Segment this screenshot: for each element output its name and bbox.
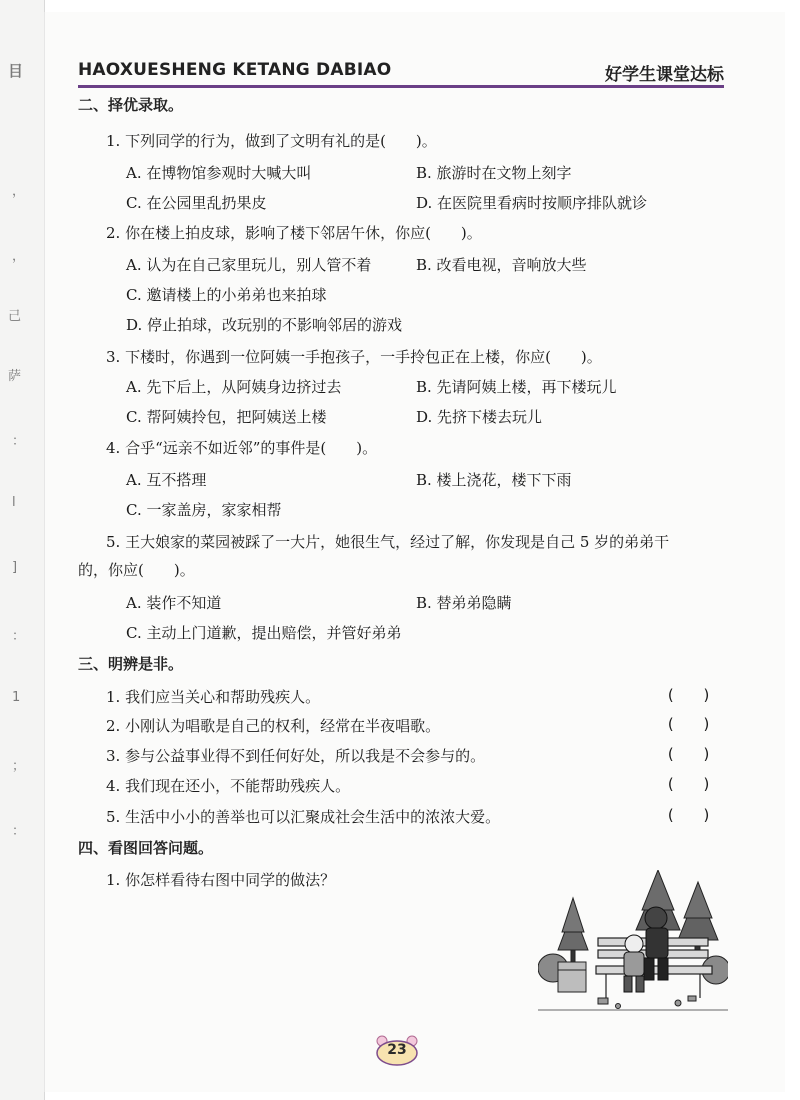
section-title: 二、择优录取。 bbox=[78, 96, 184, 114]
answer-blank[interactable]: ( ) bbox=[666, 686, 712, 704]
header-pinyin-title: HAOXUESHENG KETANG DABIAO bbox=[78, 60, 392, 80]
answer-option: C. 一家盖房，家家相帮 bbox=[126, 501, 282, 519]
student-figure-icon bbox=[624, 935, 644, 992]
true-false-statement: 3. 参与公益事业得不到任何好处，所以我是不会参与的。 bbox=[106, 747, 486, 765]
answer-option: D. 先挤下楼去玩儿 bbox=[416, 408, 543, 426]
gutter-mark: 己 bbox=[8, 309, 22, 324]
question-stem: 1. 你怎样看待右图中同学的做法？ bbox=[106, 871, 336, 889]
trash-bin-icon bbox=[558, 962, 586, 992]
header-chinese-title: 好学生课堂达标 bbox=[605, 65, 724, 85]
answer-option: A. 认为在自己家里玩儿，别人管不着 bbox=[126, 256, 372, 274]
page-header bbox=[78, 58, 724, 86]
answer-blank[interactable]: ( ) bbox=[666, 806, 712, 824]
gutter-mark: ， bbox=[12, 249, 26, 264]
header-rule bbox=[78, 85, 724, 88]
gutter-mark: ： bbox=[12, 824, 26, 839]
gutter-mark: 萨 bbox=[8, 369, 22, 384]
answer-option: D. 在医院里看病时按顺序排队就诊 bbox=[416, 194, 648, 212]
true-false-statement: 5. 生活中小小的善举也可以汇聚成社会生活中的浓浓大爱。 bbox=[106, 808, 501, 826]
answer-option: A. 先下后上，从阿姨身边挤过去 bbox=[126, 378, 342, 396]
left-page-edge bbox=[0, 0, 45, 1100]
page-number-badge bbox=[372, 1033, 422, 1067]
gutter-mark: ： bbox=[12, 434, 26, 449]
answer-option: C. 在公园里乱扔果皮 bbox=[126, 194, 267, 212]
gutter-mark: ： bbox=[12, 629, 26, 644]
answer-option: C. 帮阿姨拎包，把阿姨送上楼 bbox=[126, 408, 327, 426]
park-bench-illustration bbox=[538, 870, 728, 1020]
section-title: 四、看图回答问题。 bbox=[78, 839, 214, 857]
section-title: 三、明辨是非。 bbox=[78, 655, 184, 673]
answer-option: B. 旅游时在文物上刻字 bbox=[416, 164, 572, 182]
gutter-mark: 1 bbox=[12, 690, 21, 705]
question-stem: 2. 你在楼上拍皮球，影响了楼下邻居午休，你应( )。 bbox=[106, 224, 482, 242]
question-stem: 1. 下列同学的行为，做到了文明有礼的是( )。 bbox=[106, 132, 437, 150]
gutter-mark: ； bbox=[12, 759, 26, 774]
answer-option: D. 停止拍球，改玩别的不影响邻居的游戏 bbox=[126, 316, 403, 334]
pine-tree-icon bbox=[558, 898, 588, 966]
answer-blank[interactable]: ( ) bbox=[666, 775, 712, 793]
answer-option: B. 楼上浇花，楼下下雨 bbox=[416, 471, 572, 489]
true-false-statement: 1. 我们应当关心和帮助残疾人。 bbox=[106, 688, 321, 706]
gutter-mark: ， bbox=[12, 184, 26, 199]
answer-option: B. 先请阿姨上楼，再下楼玩儿 bbox=[416, 378, 617, 396]
answer-option: B. 改看电视，音响放大些 bbox=[416, 256, 587, 274]
answer-blank[interactable]: ( ) bbox=[666, 715, 712, 733]
answer-option: C. 邀请楼上的小弟弟也来拍球 bbox=[126, 286, 327, 304]
question-stem: 3. 下楼时，你遇到一位阿姨一手抱孩子，一手拎包正在上楼，你应( )。 bbox=[106, 348, 602, 366]
true-false-statement: 4. 我们现在还小，不能帮助残疾人。 bbox=[106, 777, 351, 795]
question-stem: 4. 合乎“远亲不如近邻”的事件是( )。 bbox=[106, 439, 378, 457]
answer-option: B. 替弟弟隐瞒 bbox=[416, 594, 512, 612]
gutter-mark: ] bbox=[12, 560, 18, 575]
gutter-mark: l bbox=[12, 495, 16, 510]
answer-option: A. 装作不知道 bbox=[126, 594, 222, 612]
page-number: 23 bbox=[387, 1042, 407, 1058]
gutter-mark: 目 bbox=[8, 62, 24, 80]
answer-option: C. 主动上门道歉，提出赔偿，并管好弟弟 bbox=[126, 624, 402, 642]
true-false-statement: 2. 小刚认为唱歌是自己的权利，经常在半夜唱歌。 bbox=[106, 717, 441, 735]
question-stem: 5. 王大娘家的菜园被踩了一大片，她很生气，经过了解，你发现是自己 5 岁的弟弟干 bbox=[106, 533, 670, 551]
answer-option: A. 互不搭理 bbox=[126, 471, 207, 489]
answer-option: A. 在博物馆参观时大喊大叫 bbox=[126, 164, 312, 182]
question-stem-continued: 的，你应( )。 bbox=[78, 561, 195, 579]
answer-blank[interactable]: ( ) bbox=[666, 745, 712, 763]
litter-icon bbox=[598, 996, 696, 1009]
